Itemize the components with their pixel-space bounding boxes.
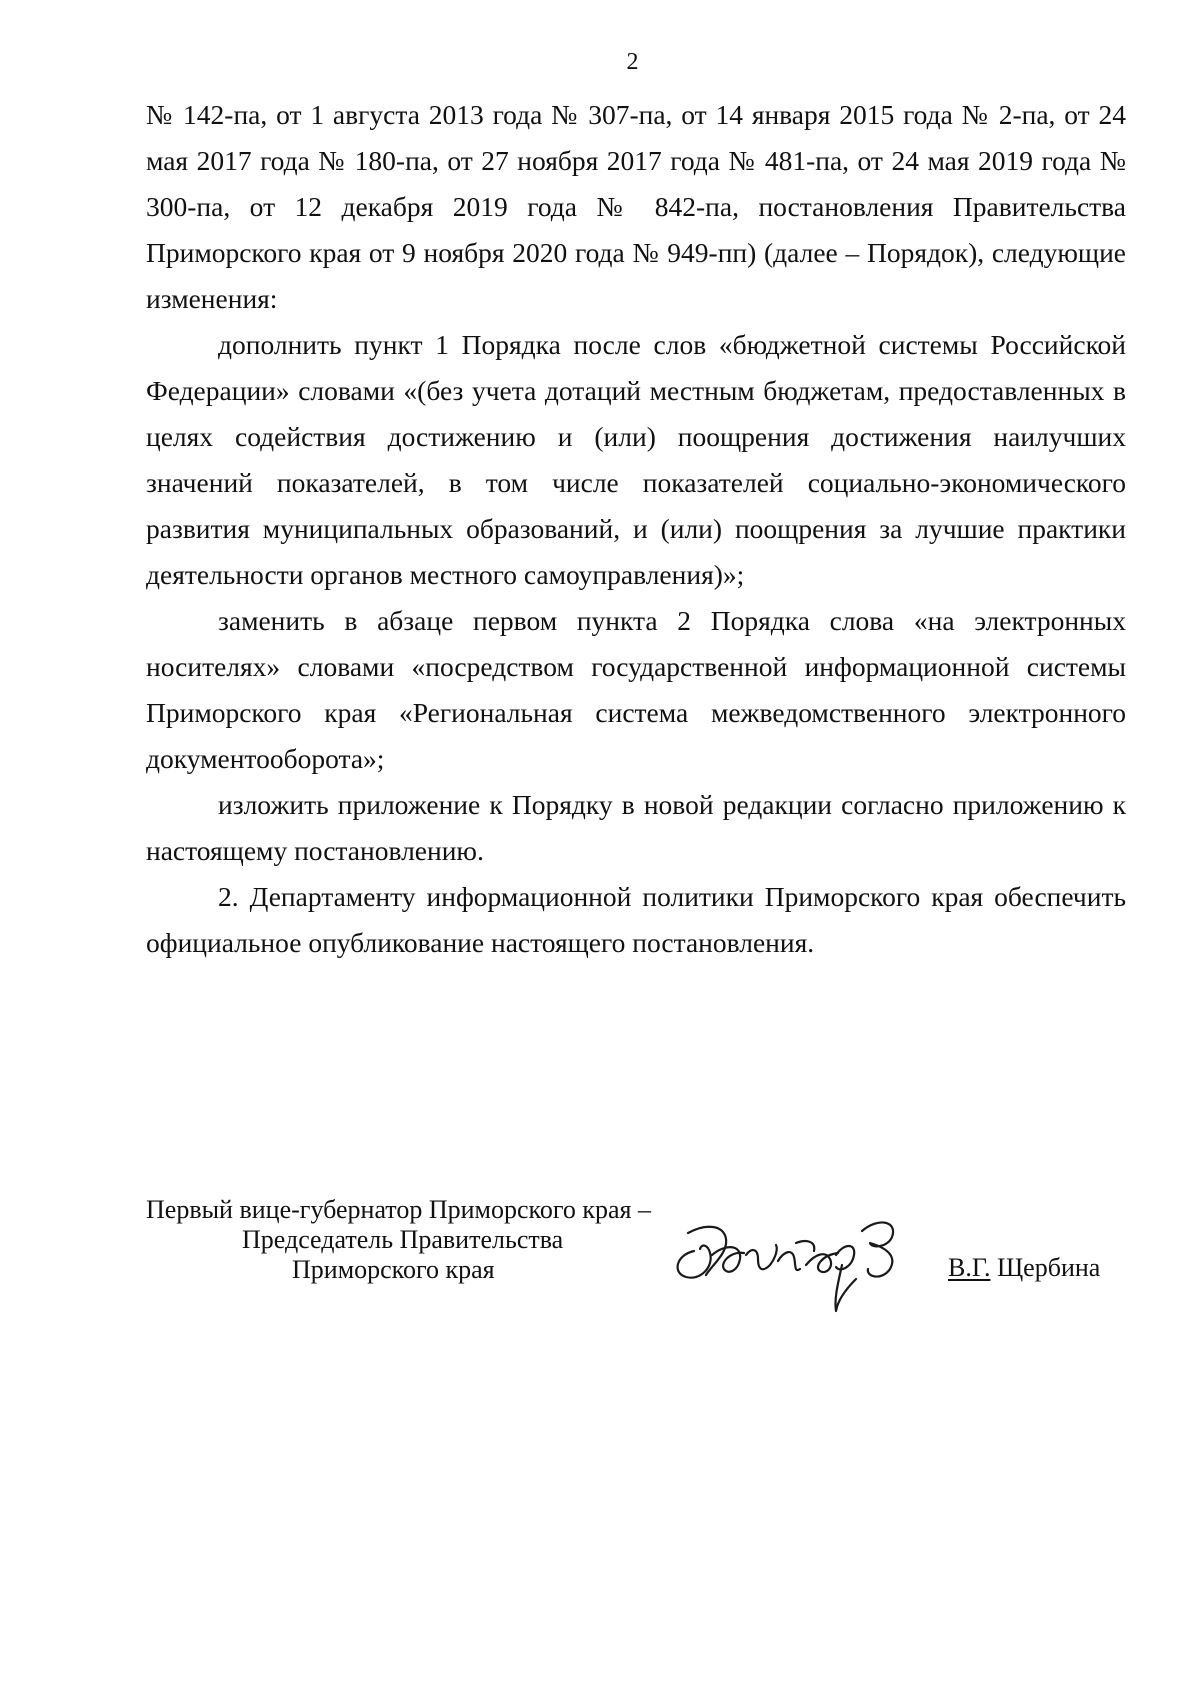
paragraph-continuation: № 142-па, от 1 августа 2013 года № 307-па, от 14 января 2015 года № 2-па, от 24 мая 2017 года № 180-па, от 27 ноября 2017 года № 481-па, от 24 мая 2019 года № 300-па, от 12 декабря 2019 года № 842-па, постановления Правительства Приморского края от 9 ноября 2020 года № 949-пп) (далее – Порядок), следующие изменения: <box>146 99 1126 314</box>
signatory-title-line-1: Первый вице-губернатор Приморского края – <box>146 1195 651 1224</box>
signatory-name <box>948 1253 1100 1283</box>
signature-block <box>146 1195 1146 1325</box>
page-number: 2 <box>626 49 639 75</box>
signatory-surname: Щербина <box>996 1253 1101 1282</box>
paragraph-amendment-point-1: дополнить пункт 1 Порядка после слов «бюджетной системы Российской Федерации» словами «(без учета дотаций местным бюджетам, предоставленных в целях содействия достижению и (или) поощрения достижения наилучших значений показателей, в том числе показателей социально-экономического развития муниципальных образований, и (или) поощрения за лучшие практики деятельности органов местного самоуправления)»; <box>146 329 1126 590</box>
document-body <box>146 92 1126 966</box>
handwritten-signature <box>666 1203 956 1318</box>
signatory-title-line-2: Председатель Правительства <box>242 1225 564 1254</box>
paragraph-publication-order: 2. Департаменту информационной политики Приморского края обеспечить официальное опубликование настоящего постановления. <box>146 881 1126 958</box>
paragraph-amendment-point-2: заменить в абзаце первом пункта 2 Порядка слова «на электронных носителях» словами «посредством государственной информационной системы Приморского края «Региональная система межведомственного электронного документооборота»; <box>146 605 1126 774</box>
signatory-initials: В.Г. <box>948 1253 991 1282</box>
signatory-title-line-3: Приморского края <box>292 1255 495 1284</box>
paragraph-amendment-appendix: изложить приложение к Порядку в новой редакции согласно приложению к настоящему постановлению. <box>146 789 1126 866</box>
